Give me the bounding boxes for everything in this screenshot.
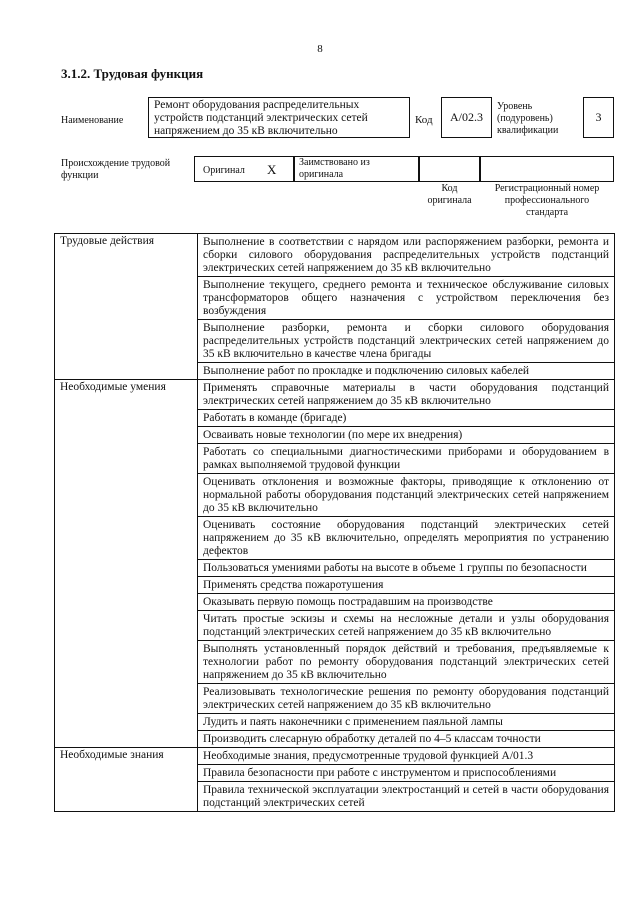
section-item: Выполнять установленный порядок действий и требования, предъявляемые к технологии работ по ремонту оборудования подстанций электрических сетей напряжением до 35 кВ включительно [198, 641, 615, 684]
origin-label: Происхождение трудовой функции [61, 158, 171, 181]
section-item: Оценивать состояние оборудования подстанций электрических сетей напряжением до 35 кВ включительно, определять мероприятия по устранению дефектов [198, 517, 615, 560]
qualification-level-label: Уровень (подуровень) квалификации [497, 101, 559, 136]
section-title-cell: Необходимые умения [55, 380, 198, 748]
reg-number-box [480, 156, 614, 182]
section-item: Выполнение разборки, ремонта и сборки силового оборудования распределительных устройств подстанций электрических сетей напряжением до 35 кВ включительно в качестве члена бригады [198, 320, 615, 363]
section-item: Работать в команде (бригаде) [198, 410, 615, 427]
section-item: Осваивать новые технологии (по мере их внедрения) [198, 427, 615, 444]
code-original-box [419, 156, 480, 182]
section-item: Производить слесарную обработку деталей по 4–5 классам точности [198, 731, 615, 748]
qualification-level-box [583, 97, 614, 138]
section-title: 3.1.2. Трудовая функция [61, 66, 204, 81]
section-item: Применять справочные материалы в части оборудования подстанций электрических сетей напряжением до 35 кВ включительно [198, 380, 615, 410]
table-row [55, 234, 615, 277]
section-item: Выполнение текущего, среднего ремонта и техническое обслуживание силовых трансформаторов общего назначения с устройством переключения без возбуждения [198, 277, 615, 320]
original-mark: X [267, 162, 277, 177]
code-original-caption: Код оригинала [427, 183, 472, 206]
code-value: A/02.3 [450, 110, 483, 124]
name-label: Наименование [61, 115, 124, 126]
qualification-level-value: 3 [595, 110, 602, 124]
code-label: Код [415, 114, 433, 126]
section-title-cell: Трудовые действия [55, 234, 198, 380]
section-item: Оценивать отклонения и возможные факторы, приводящие к отклонению от нормальной работы оборудования подстанций электрических сетей напряжением до 35 кВ включительно [198, 474, 615, 517]
section-item: Применять средства пожаротушения [198, 577, 615, 594]
borrowed-label: Заимствовано из оригинала [299, 157, 370, 180]
function-name-value: Ремонт оборудования распределительных устройств подстанций электрических сетей напряжением до 35 кВ включительно [154, 99, 368, 137]
section-item: Выполнение в соответствии с нарядом или распоряжением разборки, ремонта и сборки силового оборудования распределительных устройств подстанций электрических сетей напряжением до 35 кВ включительно [198, 234, 615, 277]
section-item: Работать со специальными диагностическими приборами и оборудованием в рамках выполняемой трудовой функции [198, 444, 615, 474]
table-row [55, 380, 615, 410]
code-box [441, 97, 492, 138]
section-item: Правила технической эксплуатации электростанций и сетей в части оборудования подстанций электрических сетей [198, 782, 615, 812]
section-item: Лудить и паять наконечники с применением паяльной лампы [198, 714, 615, 731]
section-item: Читать простые эскизы и схемы на несложные детали и узлы оборудования подстанций электрических сетей напряжением до 35 кВ включительно [198, 611, 615, 641]
function-table [54, 233, 615, 812]
section-item: Пользоваться умениями работы на высоте в объеме 1 группы по безопасности [198, 560, 615, 577]
section-title-cell: Необходимые знания [55, 748, 198, 812]
original-label: Оригинал [203, 165, 245, 176]
table-row [55, 748, 615, 765]
section-item: Правила безопасности при работе с инструментом и приспособлениями [198, 765, 615, 782]
section-item: Необходимые знания, предусмотренные трудовой функцией А/01.3 [198, 748, 615, 765]
section-item: Реализовывать технологические решения по ремонту оборудования подстанций электрических сетей напряжением до 35 кВ включительно [198, 684, 615, 714]
function-name-box [148, 97, 410, 138]
section-item: Выполнение работ по прокладке и подключению силовых кабелей [198, 363, 615, 380]
reg-number-caption: Регистрационный номер профессионального стандарта [494, 183, 600, 218]
page-number: 8 [317, 43, 323, 55]
section-item: Оказывать первую помощь пострадавшим на производстве [198, 594, 615, 611]
